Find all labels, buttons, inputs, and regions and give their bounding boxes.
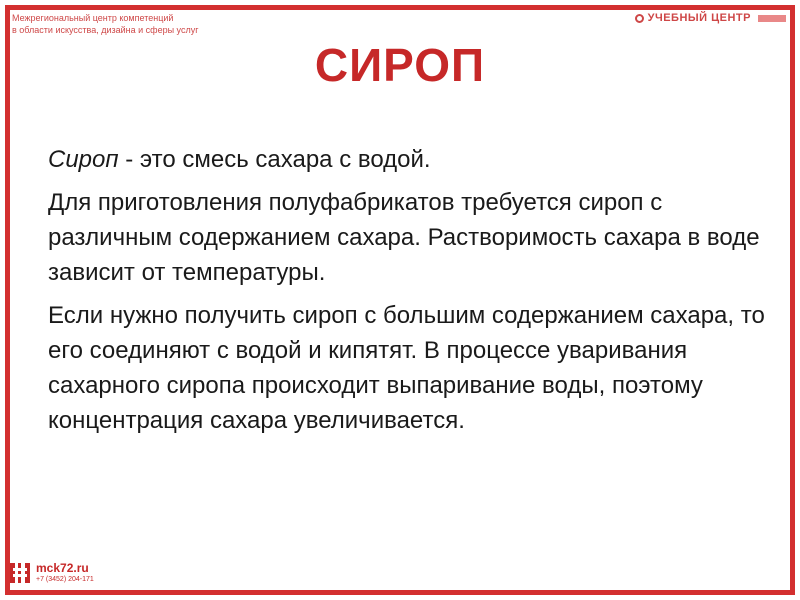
org-header [12,12,198,36]
training-center-logo [635,12,786,24]
slide-body [48,142,768,446]
circle-logo-icon [635,14,644,23]
slide-title: СИРОП [314,39,486,91]
org-line-2: в области искусства, дизайна и сферы услуг [12,25,199,35]
footer-contacts [36,562,94,584]
paragraph-boiling: Если нужно получить сироп с большим содержанием сахара, то его соединяют с водой и кипятят. В процессе уваривания сахарного сиропа происходит выпаривание воды, поэтому концентрация сахара увеличивается. [48,302,765,434]
term-syrup: Сироп [48,146,119,173]
paragraph-definition [48,142,768,177]
footer [10,562,94,584]
definition-text: - это смесь сахара с водой. [118,146,431,173]
logo-badge [758,15,786,22]
phone-number: +7 (3452) 204-171 [36,576,94,583]
site-link[interactable]: mck72.ru [36,561,89,575]
org-line-1: Межрегиональный центр компетенций [12,13,174,23]
qr-code-icon [10,563,30,583]
logo-text: УЧЕБНЫЙ ЦЕНТР [647,12,751,24]
paragraph-preparation: Для приготовления полуфабрикатов требуется сироп с различным содержанием сахара. Растворимость сахара в воде зависит от температуры. [48,189,760,286]
